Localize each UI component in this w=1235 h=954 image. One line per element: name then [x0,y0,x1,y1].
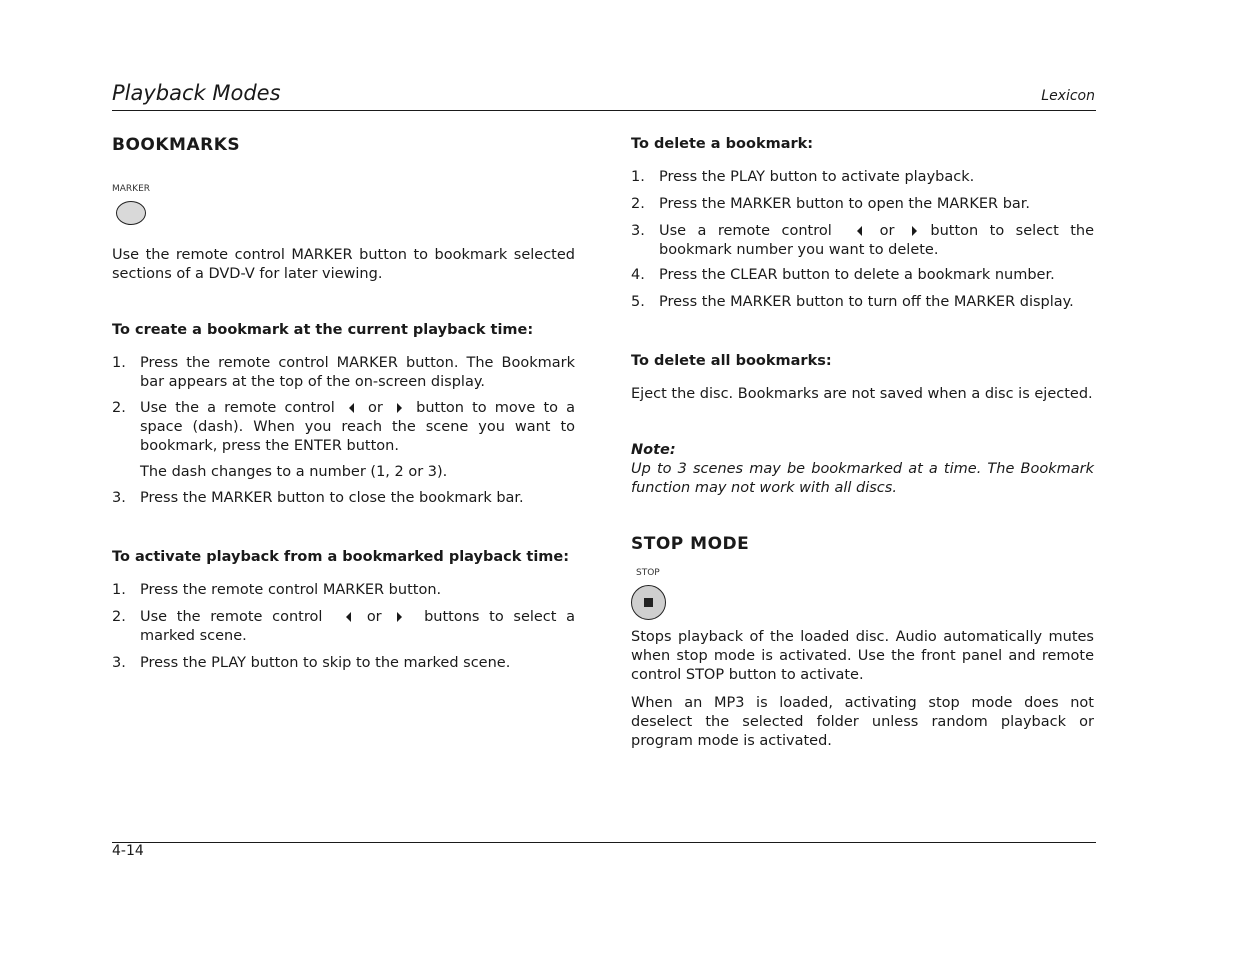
left-arrow-icon [857,226,862,236]
marker-button-figure [112,180,575,225]
list-item: 1. Press the remote control MARKER button. [112,582,442,598]
delete-all-text: Eject the disc. Bookmarks are not saved when a disc is ejected. [631,386,1093,402]
right-arrow-icon [397,612,402,622]
footer-rule [112,842,1096,843]
create-bookmark-title: To create a bookmark at the current playback time: [112,322,534,338]
create-bookmark-steps [112,354,575,508]
list-item: 3. Use a remote control or button to select the bookmark number you want to delete. [631,223,1095,258]
list-item: 1. Press the PLAY button to activate playback. [631,169,975,185]
bookmarks-column [112,136,575,673]
left-arrow-icon [346,612,351,622]
stop-mode-para-2: When an MP3 is loaded, activating stop mode does not deselect the selected folder unless random playback or program mode is activated. [631,695,1094,749]
stop-button-icon [631,585,666,620]
activate-bookmark-steps [112,581,575,673]
bookmarks-heading: BOOKMARKS [112,135,241,155]
list-item: 5. Press the MARKER button to turn off the MARKER display. [631,294,1074,310]
stop-mode-heading: STOP MODE [631,534,750,554]
stop-button-label: STOP [636,568,660,578]
bookmarks-intro: Use the remote control MARKER button to bookmark selected sections of a DVD-V for later viewing. [112,247,575,282]
marker-button-icon [116,201,146,225]
marker-button-label: MARKER [112,184,151,194]
list-item: 4. Press the CLEAR button to delete a bookmark number. [631,267,1055,283]
stop-mode-para-1: Stops playback of the loaded disc. Audio automatically mutes when stop mode is activated. Use the front panel and remote control STOP button to activate. [631,629,1094,683]
right-arrow-icon [397,403,402,413]
activate-bookmark-title: To activate playback from a bookmarked playback time: [112,549,570,565]
note-title: Note: [631,442,676,458]
list-item: 3. Press the PLAY button to skip to the marked scene. [112,655,511,671]
list-item: 2. Use the remote control or buttons to select a marked scene. [112,609,576,644]
left-arrow-icon [349,403,354,413]
right-arrow-icon [912,226,917,236]
list-item: 3. Press the MARKER button to close the bookmark bar. [112,490,524,506]
stop-square-icon [644,598,653,607]
delete-bookmark-steps [631,168,1094,312]
stop-button-figure [631,564,1094,620]
page-title: Playback Modes [112,81,281,105]
brand-name: Lexicon [1041,88,1095,104]
list-item: 1. Press the remote control MARKER button. The Bookmark bar appears at the top of the on-screen display. [112,355,575,390]
header-rule [112,110,1096,111]
delete-bookmark-title: To delete a bookmark: [631,136,814,152]
page-number: 4-14 [112,843,144,859]
note-body: Up to 3 scenes may be bookmarked at a time. The Bookmark function may not work with all discs. [631,461,1094,496]
delete-all-title: To delete all bookmarks: [631,353,832,369]
list-item: 2. Press the MARKER button to open the MARKER bar. [631,196,1031,212]
right-column [631,135,1094,751]
list-item: 2. Use the a remote control or button to move to a space (dash). When you reach the scene you want to bookmark, press the ENTER button. The dash changes to a number (1, 2 or 3). [112,400,576,480]
